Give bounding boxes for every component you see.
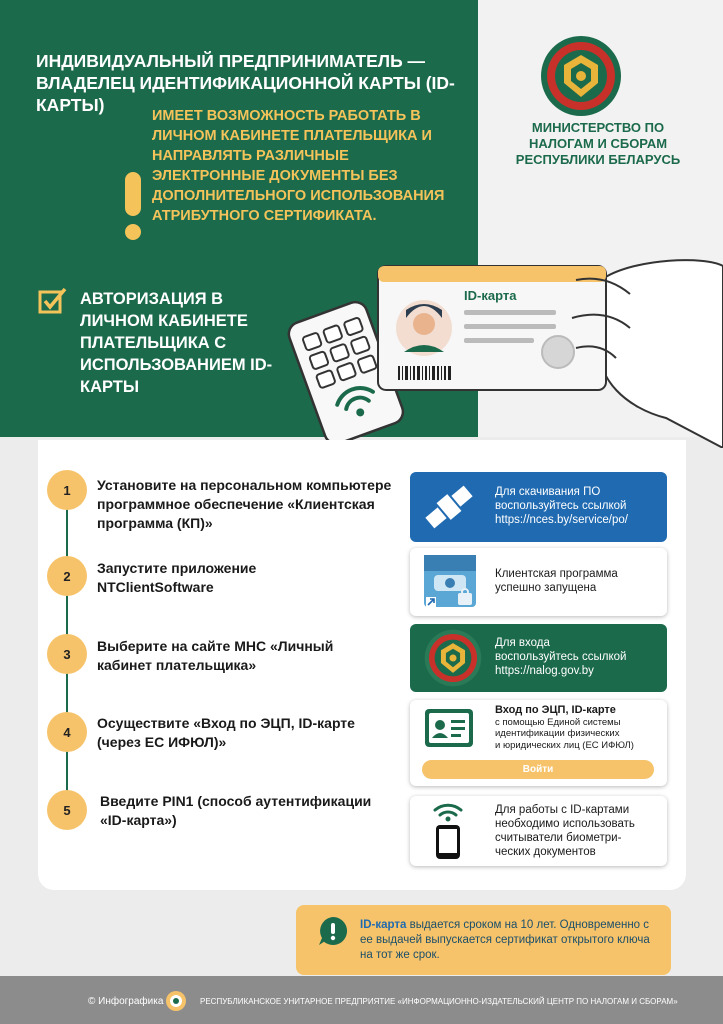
publisher-logo-icon [165,990,187,1012]
ministry-emblem-icon [424,629,482,687]
info-login-box [410,700,667,786]
info-download-line1: Для скачивания ПО [495,486,601,498]
step-text-4: Осуществите «Вход по ЭЦП, ID-карте (через ЕС ИФЮЛ)» [97,715,355,750]
info-login-title: Вход по ЭЦП, ID-карте [495,704,616,716]
info-site-box [410,624,667,692]
note-text [360,918,660,963]
info-client-line2: успешно запущена [495,582,597,594]
info-download-line2: воспользуйтесь ссылкой [495,500,627,512]
login-button[interactable]: Войти [422,760,654,779]
info-login-line2: идентификации физических [495,728,620,739]
ministry-emblem-icon [540,35,622,117]
note-bold: ID-карта [360,919,407,931]
card-label: ID-карта [464,288,517,303]
id-card-icon [424,708,474,748]
info-reader-line4: ческих документов [495,846,596,858]
alert-speech-icon [318,916,348,946]
client-app-icon [422,553,478,609]
step-number-3: 3 [47,634,87,674]
step-text-2: Запустите приложение NTClientSoftware [97,560,257,595]
phone-nfc-icon [428,801,468,861]
step-number-2: 2 [47,556,87,596]
info-client-box [410,548,667,616]
step-number-5: 5 [47,790,87,830]
footer-credit: © Инфографика [88,996,164,1007]
info-login-line1: с помощью Единой системы [495,716,621,728]
info-client-line1: Клиентская программа [495,568,618,580]
footer-org: РЕСПУБЛИКАНСКОЕ УНИТАРНОЕ ПРЕДПРИЯТИЕ «ИНФОРМАЦИОННО-ИЗДАТЕЛЬСКИЙ ЦЕНТР ПО НАЛОГАМ И СБОРАМ» [200,997,678,1006]
auth-title: АВТОРИЗАЦИЯ В ЛИЧНОМ КАБИНЕТЕ ПЛАТЕЛЬЩИКА С ИСПОЛЬЗОВАНИЕМ ID-КАРТЫ [80,290,273,396]
info-site-line1: Для входа [495,637,550,649]
ministry-name: МИНИСТЕРСТВО ПО НАЛОГАМ И СБОРАМ РЕСПУБЛИКИ БЕЛАРУСЬ [515,120,681,167]
step-text-5: Введите PIN1 (способ аутентификации «ID-карта») [100,793,372,828]
info-reader-line1: Для работы с ID-картами [495,804,630,816]
headline: ИНДИВИДУАЛЬНЫЙ ПРЕДПРИНИМАТЕЛЬ — ВЛАДЕЛЕЦ ИДЕНТИФИКАЦИОННОЙ КАРТЫ (ID-КАРТЫ) [36,51,455,115]
info-reader-line2: необходимо использовать [495,818,635,830]
checkbox-checked-icon [38,286,68,316]
note-rest: выдается сроком на 10 лет. Одновременно с ее выдачей выпускается сертификат открытого ключа на тот же срок. [360,919,650,961]
step-number-1: 1 [47,470,87,510]
info-download-link[interactable]: https://nces.by/service/po/ [495,514,628,526]
info-reader-box [410,796,667,866]
info-login-line3: и юридических лиц (ЕС ИФЮЛ) [495,739,634,751]
exclamation-icon [118,172,148,242]
info-site-link[interactable]: https://nalog.gov.by [495,665,594,677]
satellite-icon [420,478,478,536]
step-number-4: 4 [47,712,87,752]
subline: ИМЕЕТ ВОЗМОЖНОСТЬ РАБОТАТЬ В ЛИЧНОМ КАБИНЕТЕ ПЛАТЕЛЬЩИКА И НАПРАВЛЯТЬ РАЗЛИЧНЫЕ ЭЛЕКТРОННЫЕ ДОКУМЕНТЫ БЕЗ ДОПОЛНИТЕЛЬНОГО ИСПОЛЬЗОВАНИЯ АТРИБУТНОГО СЕРТИФИКАТА. [152,108,445,224]
id-card-illustration-icon [376,258,723,448]
info-download-box [410,472,667,542]
info-site-line2: воспользуйтесь ссылкой [495,651,627,663]
info-reader-line3: считыватели биометри- [495,832,622,844]
step-text-1: Установите на персональном компьютере программное обеспечение «Клиентская программа (КП)» [97,477,392,531]
step-text-3: Выберите на сайте МНС «Личный кабинет плательщика» [97,638,334,673]
